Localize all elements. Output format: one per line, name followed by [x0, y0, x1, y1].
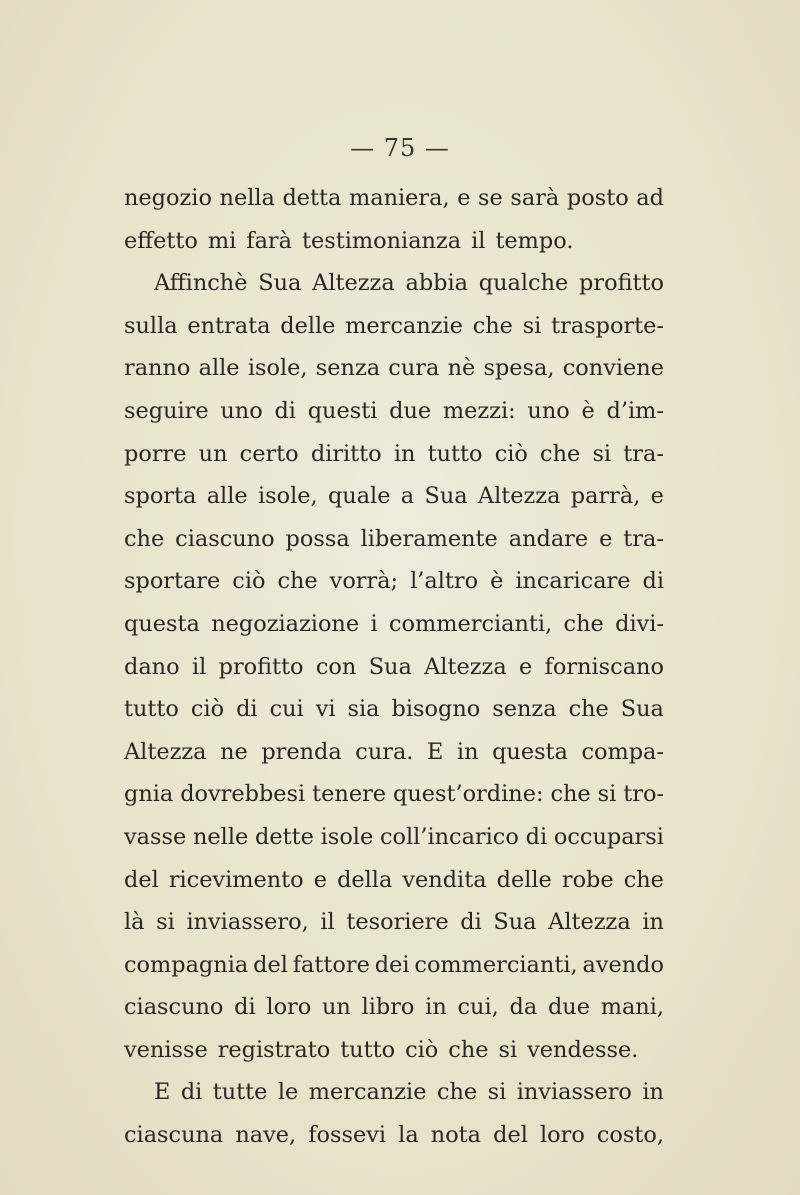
word: là: [124, 909, 145, 936]
word: uno: [527, 397, 570, 424]
word: senza: [315, 355, 381, 382]
word: il: [320, 909, 335, 936]
text-line: [124, 603, 664, 646]
word: tesoriere: [346, 909, 449, 936]
word: farà: [246, 227, 292, 254]
word: si: [522, 312, 542, 339]
word: sarà: [510, 185, 560, 211]
word: conviene: [562, 355, 664, 382]
word: che: [563, 610, 604, 637]
word: sulla: [124, 312, 178, 339]
word: coll’incarico: [380, 823, 519, 850]
word: del: [253, 951, 288, 978]
word: E: [154, 1079, 171, 1106]
word: Altezza: [424, 653, 507, 680]
word: inviassero,: [186, 909, 309, 936]
word: dovrebbesi: [180, 781, 306, 808]
word: tutto: [340, 1036, 396, 1063]
text-line: [124, 859, 664, 902]
word: loro: [539, 1122, 585, 1149]
word: compagnia: [124, 951, 249, 978]
word: vi: [315, 696, 336, 723]
text-line: [124, 1114, 664, 1157]
word: isole,: [247, 355, 308, 382]
word: ciò: [190, 696, 225, 723]
text-line: [124, 390, 664, 433]
word: ranno: [124, 355, 191, 382]
word: spesa,: [483, 355, 555, 382]
word: il: [471, 227, 486, 254]
word: porre: [124, 440, 187, 467]
word: forniscano: [544, 653, 664, 680]
word: tutto: [124, 696, 179, 723]
body-text: [124, 177, 664, 1157]
word: ciò: [405, 1036, 439, 1063]
text-line: [124, 986, 664, 1029]
text-line: [124, 731, 664, 774]
word: divi-: [615, 610, 664, 637]
text-line: [124, 177, 664, 220]
text-line: [124, 1071, 664, 1114]
word: d’im-: [606, 397, 664, 424]
word: inviassero: [516, 1079, 632, 1106]
word: bisogno: [391, 696, 481, 723]
word: Sua: [368, 653, 412, 680]
word: entrata: [187, 312, 271, 339]
word: compa-: [581, 738, 664, 765]
text-line: [124, 901, 664, 944]
text-line: [124, 262, 664, 305]
word: negozio: [124, 185, 212, 211]
word: effetto: [124, 227, 198, 254]
word: trasporte-: [551, 312, 664, 339]
word: la: [398, 1122, 419, 1149]
word: fattore: [292, 951, 370, 978]
word: testimonianza: [302, 227, 462, 254]
word: si: [592, 440, 612, 467]
word: che: [124, 525, 165, 552]
word: un: [198, 440, 228, 467]
text-line: [124, 646, 664, 689]
word: nelle: [193, 823, 249, 850]
word: i: [370, 610, 378, 637]
text-line: [124, 1029, 664, 1072]
word: avendo: [582, 951, 664, 978]
word: isole,: [257, 483, 318, 510]
word: ciò: [494, 440, 528, 467]
word: di: [642, 568, 664, 595]
word: sporta: [124, 483, 197, 510]
word: questa: [124, 610, 200, 637]
word: occuparsi: [553, 823, 664, 850]
word: della: [337, 866, 393, 893]
word: cui: [269, 696, 304, 723]
word: incaricare: [515, 568, 631, 595]
word: Altezza: [548, 909, 631, 936]
word: di: [460, 909, 482, 936]
word: l’altro: [410, 568, 479, 595]
word: loro: [266, 994, 312, 1021]
word: che: [277, 568, 318, 595]
word: mezzi:: [442, 397, 516, 424]
word: si: [498, 1036, 518, 1063]
word: Altezza: [124, 738, 207, 765]
word: e: [599, 525, 613, 552]
word: del: [124, 866, 159, 893]
text-line: [124, 773, 664, 816]
word: E: [426, 738, 444, 765]
text-line: [124, 688, 664, 731]
word: se: [478, 185, 503, 211]
word: cura: [388, 355, 440, 382]
word: e: [313, 866, 327, 893]
word: sia: [347, 696, 380, 723]
word: che: [623, 866, 664, 893]
text-line: [124, 220, 664, 263]
word: di: [525, 823, 548, 850]
word: mercanzie: [345, 312, 463, 339]
word: tra-: [623, 440, 664, 467]
word: profitto: [579, 270, 664, 297]
word: sportare: [124, 568, 221, 595]
word: tro-: [623, 781, 664, 808]
word: dette: [255, 823, 314, 850]
text-line: [124, 816, 664, 859]
word: ciascuna: [124, 1122, 224, 1149]
text-line: [124, 347, 664, 390]
word: senza: [492, 696, 557, 723]
word: nave,: [235, 1122, 297, 1149]
word: questi: [307, 397, 378, 424]
word: di: [236, 696, 258, 723]
word: parrà,: [570, 483, 641, 510]
word: si: [487, 1079, 507, 1106]
word: in: [642, 909, 664, 936]
word: Sua: [620, 696, 664, 723]
word: nè: [447, 355, 476, 382]
word: due: [389, 397, 432, 424]
word: diritto: [310, 440, 382, 467]
word: tempo.: [495, 227, 574, 254]
word: che: [550, 781, 591, 808]
word: certo: [239, 440, 299, 467]
word: ciascuno: [124, 994, 224, 1021]
text-line: [124, 475, 664, 518]
word: vasse: [124, 823, 187, 850]
word: ciò: [232, 568, 266, 595]
word: da: [509, 994, 538, 1021]
word: e: [650, 483, 664, 510]
word: liberamente: [360, 525, 498, 552]
word: commercianti,: [389, 610, 553, 637]
word: due: [547, 994, 590, 1021]
word: che: [472, 312, 513, 339]
word: Altezza: [312, 270, 395, 297]
word: tra-: [623, 525, 664, 552]
word: negoziazione: [211, 610, 360, 637]
word: robe: [561, 866, 614, 893]
word: posto: [566, 185, 629, 211]
word: andare: [508, 525, 589, 552]
word: e: [457, 185, 471, 211]
word: in: [456, 738, 479, 765]
word: Sua: [493, 909, 537, 936]
word: delle: [496, 866, 552, 893]
word: mani,: [600, 994, 664, 1021]
word: isole: [320, 823, 374, 850]
word: ricevimento: [168, 866, 304, 893]
word: ne: [220, 738, 248, 765]
word: possa: [285, 525, 350, 552]
word: di: [234, 994, 256, 1021]
word: che: [436, 1079, 478, 1106]
word: uno: [220, 397, 263, 424]
word: è: [490, 568, 504, 595]
word: tutte: [212, 1079, 268, 1106]
word: in: [425, 994, 447, 1021]
word: quest’ordine:: [393, 781, 544, 808]
word: registrato: [217, 1036, 331, 1063]
word: in: [642, 1079, 664, 1106]
word: mi: [207, 227, 237, 254]
text-line: [124, 560, 664, 603]
word: cura.: [355, 738, 414, 765]
word: alle: [206, 483, 248, 510]
word: maniera,: [349, 185, 450, 211]
word: abbia: [405, 270, 468, 297]
word: tenere: [312, 781, 387, 808]
word: un: [321, 994, 351, 1021]
word: qualche: [478, 270, 569, 297]
word: profitto: [218, 653, 304, 680]
word: a: [400, 483, 415, 510]
word: il: [191, 653, 207, 680]
word: detta: [282, 185, 342, 211]
word: libro: [361, 994, 415, 1021]
word: dei: [374, 951, 410, 978]
word: ad: [636, 185, 664, 211]
text-line: [124, 944, 664, 987]
word: quale: [327, 483, 391, 510]
word: Sua: [258, 270, 302, 297]
word: fossevi: [308, 1122, 387, 1149]
word: dano: [124, 653, 180, 680]
word: si: [597, 781, 617, 808]
page-number: — 75 —: [350, 134, 450, 162]
word: ciascuno: [175, 525, 275, 552]
word: nota: [430, 1122, 482, 1149]
word: venisse: [124, 1036, 208, 1063]
word: con: [315, 653, 357, 680]
word: delle: [280, 312, 336, 339]
word: Altezza: [477, 483, 561, 510]
word: e: [519, 653, 533, 680]
word: in: [393, 440, 416, 467]
word: gnia: [124, 781, 174, 808]
word: tutto: [427, 440, 483, 467]
word: che: [540, 440, 581, 467]
word: Sua: [424, 483, 468, 510]
word: vendesse.: [527, 1036, 639, 1063]
word: del: [493, 1122, 528, 1149]
word: che: [568, 696, 609, 723]
word: è: [581, 397, 595, 424]
word: prenda: [261, 738, 342, 765]
word: vendita: [402, 866, 487, 893]
word: di: [274, 397, 296, 424]
word: che: [448, 1036, 489, 1063]
word: di: [180, 1079, 203, 1106]
word: commercianti,: [414, 951, 578, 978]
word: si: [156, 909, 175, 936]
word: questa: [492, 738, 568, 765]
word: mercanzie: [308, 1079, 427, 1106]
word: cui,: [457, 994, 499, 1021]
word: nella: [219, 185, 275, 211]
text-line: [124, 305, 664, 348]
text-line: [124, 518, 664, 561]
word: seguire: [124, 397, 209, 424]
word: vorrà;: [329, 568, 399, 595]
word: alle: [198, 355, 240, 382]
word: le: [277, 1079, 299, 1106]
text-line: [124, 433, 664, 476]
word: costo,: [596, 1122, 664, 1149]
word: Affinchè: [154, 270, 248, 297]
